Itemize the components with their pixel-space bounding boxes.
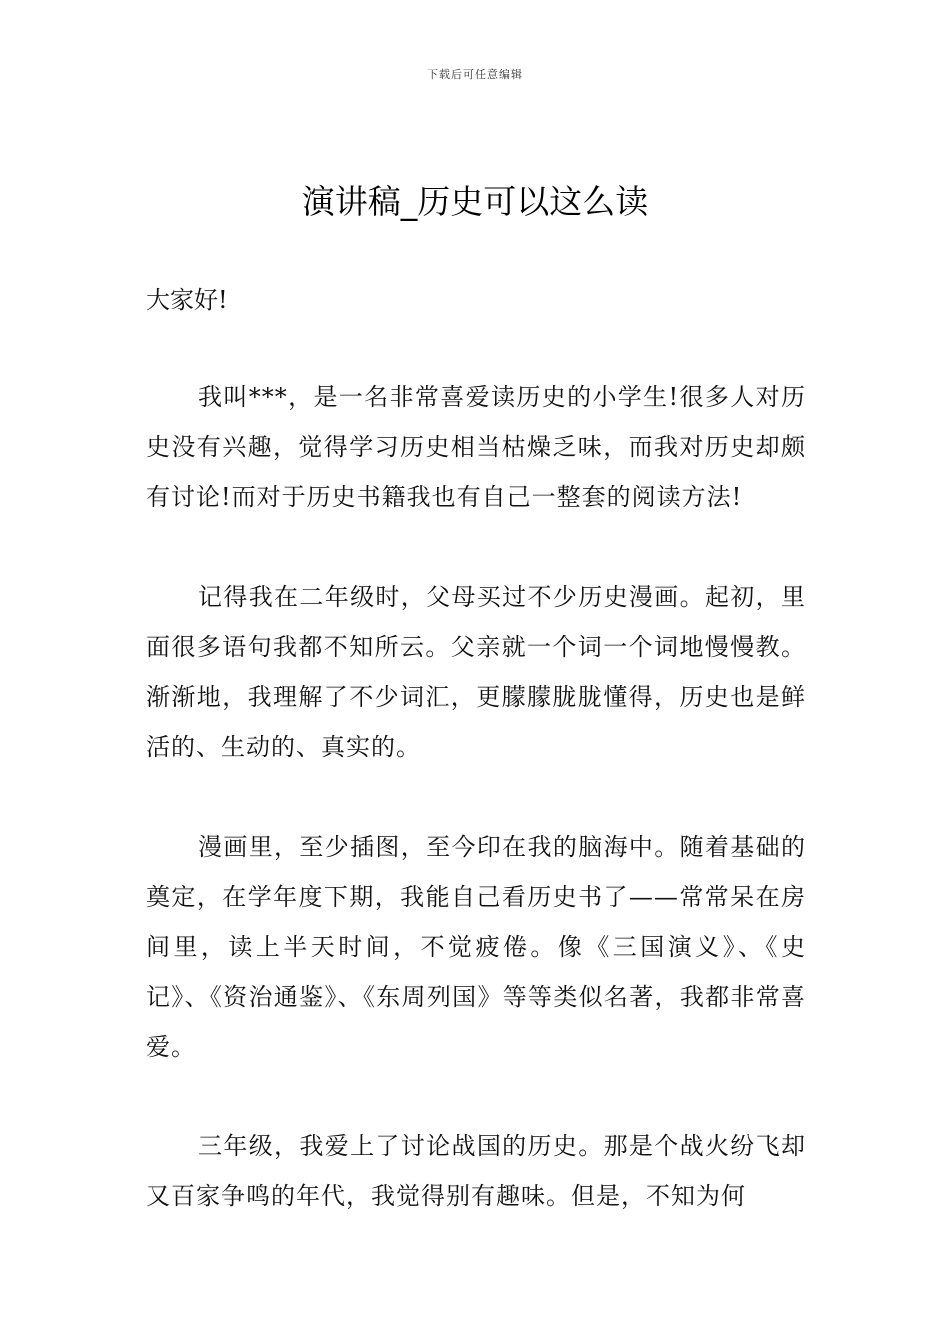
greeting-line: 大家好!: [146, 286, 228, 314]
document-title: 演讲稿_历史可以这么读: [301, 182, 649, 221]
page-header-note: 下载后可任意编辑: [427, 68, 523, 81]
body-paragraph-4: 三年级，我爱上了讨论战国的历史。那是个战火纷飞却又百家争鸣的年代，我觉得别有趣味。但是，不知为何: [146, 1132, 806, 1210]
body-paragraph-3: 漫画里，至少插图，至今印在我的脑海中。随着基础的奠定，在学年度下期，我能自己看历史书了——常常呆在房间里，读上半天时间，不觉疲倦。像《三国演义》、《史记》、《资治通鉴》、《东周列国》等等类似名著，我都非常喜爱。: [146, 833, 806, 1061]
body-paragraph-1: 我叫***，是一名非常喜爱读历史的小学生!很多人对历史没有兴趣，觉得学习历史相当枯燥乏味，而我对历史却颇有讨论!而对于历史书籍我也有自己一整套的阅读方法!: [146, 383, 806, 511]
body-paragraph-2: 记得我在二年级时，父母买过不少历史漫画。起初，里面很多语句我都不知所云。父亲就一个词一个词地慢慢教。渐渐地，我理解了不少词汇，更朦朦胧胧懂得，历史也是鲜活的、生动的、真实的。: [146, 583, 806, 761]
